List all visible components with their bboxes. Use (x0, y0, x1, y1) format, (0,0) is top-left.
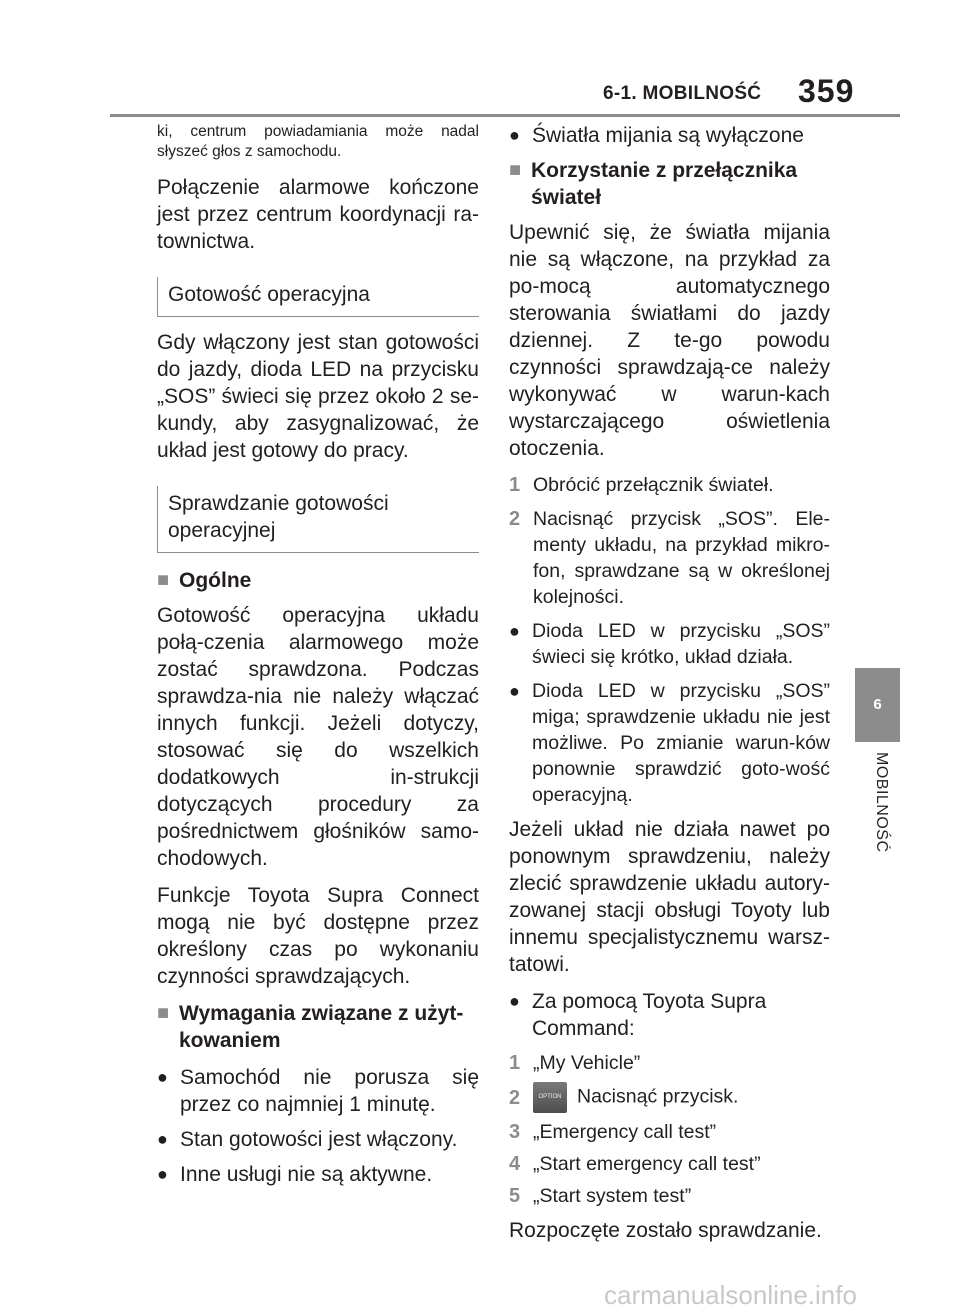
heading (509, 157, 830, 211)
paragraph: Funkcje Toyota Supra Connect mogą nie być dostępne przez określony czas po wykonaniu czynności sprawdzających. (157, 884, 479, 988)
step-text: „My Vehicle” (533, 1052, 641, 1074)
step (509, 1119, 830, 1145)
list-item-text: Dioda LED w przycisku „SOS” miga; sprawdzenie układu nie jest możliwe. Po zmianie warun-ków ponownie sprawdzić goto-wość operacyjną. (532, 680, 830, 806)
step (509, 506, 830, 610)
watermark: carmanualsonline.info (604, 1280, 857, 1310)
paragraph: Jeżeli układ nie działa nawet po ponownym sprawdzeniu, należy zlecić sprawdzenie układu autory-zowanej stacji obsługi Toyoty lub innemu specjalistycznemu warsz-tatowi. (509, 818, 830, 976)
dot-bullet-icon: ● (157, 1129, 168, 1149)
square-bullet-icon: ■ (509, 159, 522, 181)
heading-text: Wymagania związane z użyt-kowaniem (179, 1002, 464, 1052)
step-text: Obrócić przełącznik świateł. (533, 474, 774, 496)
subsection-title: Gotowość operacyjna (168, 283, 370, 306)
step-text: „Emergency call test” (533, 1121, 717, 1143)
chapter-tab[interactable]: 6 (855, 668, 900, 742)
dot-bullet-icon: ● (509, 681, 520, 701)
dot-bullet-icon: ● (509, 991, 520, 1011)
dot-bullet-icon: ● (157, 1067, 168, 1087)
square-bullet-icon: ■ (157, 1002, 170, 1024)
subsection-box (157, 486, 479, 553)
list-item (509, 988, 830, 1042)
list-item-text: Światła mijania są wyłączone (532, 124, 804, 147)
list-item (157, 1161, 479, 1188)
list-item-text: Samochód nie porusza się przez co najmniej 1 minutę. (180, 1066, 479, 1116)
step (509, 1183, 830, 1209)
list-item (157, 1064, 479, 1118)
step-number: 5 (509, 1185, 521, 1207)
paragraph: Gotowość operacyjna układu połą-czenia alarmowego może zostać sprawdzona. Podczas sprawdza-nia nie należy włączać innych funkcji. Jeżeli dotyczy, stosować się do wszelkich dodatkowych in-strukcji dotyczących procedury za pośrednictwem głośników samo-chodowych. (157, 604, 479, 870)
step-text: Nacisnąć przycisk. (577, 1085, 739, 1108)
step (509, 1151, 830, 1177)
step-number: 4 (509, 1153, 521, 1175)
subsection-box (157, 277, 479, 317)
option-button-icon: OPTION (533, 1082, 567, 1113)
heading-text: Korzystanie z przełącznika świateł (531, 159, 798, 209)
chapter-label: MOBILNOŚĆ (873, 752, 890, 853)
section-title: 6-1. MOBILNOŚĆ (603, 83, 762, 104)
dot-bullet-icon: ● (509, 621, 520, 641)
step-text: Nacisnąć przycisk „SOS”. Ele-menty układu, na przykład mikro-fon, sprawdzane są w określonej kolejności. (533, 508, 830, 608)
heading (157, 1000, 479, 1054)
dot-bullet-icon: ● (509, 125, 520, 145)
list-item (509, 678, 830, 808)
step (509, 1082, 830, 1113)
paragraph: Gdy włączony jest stan gotowości do jazdy, dioda LED na przycisku „SOS” świeci się przez około 2 se-kundy, aby zasygnalizować, że układ jest gotowy do pracy. (157, 331, 479, 462)
dot-bullet-icon: ● (157, 1164, 168, 1184)
page-number: 359 (798, 73, 855, 109)
list-item-text: Dioda LED w przycisku „SOS” świeci się krótko, układ działa. (532, 620, 830, 668)
square-bullet-icon: ■ (157, 569, 170, 591)
list-item (509, 122, 830, 149)
heading (157, 567, 479, 594)
list-item-text: Za pomocą Toyota Supra Command: (532, 990, 767, 1040)
step-number: 3 (509, 1121, 521, 1143)
paragraph: Rozpoczęte zostało sprawdzanie. (509, 1219, 822, 1242)
list-item-text: Stan gotowości jest włączony. (180, 1128, 458, 1151)
step-text: „Start system test” (533, 1185, 692, 1207)
step-number: 2 (509, 1086, 521, 1109)
heading-text: Ogólne (179, 569, 252, 592)
paragraph: Upewnić się, że światła mijania nie są włączone, na przykład za po-mocą automatycznego sterowania światłami do jazdy dziennej. Z te-go powodu czynności sprawdzają-ce należy wykonywać w warun-kach wystarczającego oświetlenia otoczenia. (509, 221, 830, 460)
paragraph: ki, centrum powiadamiania może nadal słyszeć głos z samochodu. (157, 123, 479, 160)
right-column (509, 122, 830, 1244)
header-rule (110, 114, 900, 117)
step (509, 472, 830, 498)
step (509, 1050, 830, 1076)
step-number: 1 (509, 474, 521, 496)
step-text: „Start emergency call test” (533, 1153, 761, 1175)
list-item-text: Inne usługi nie są aktywne. (180, 1163, 433, 1186)
list-item (157, 1126, 479, 1153)
subsection-title: Sprawdzanie gotowości operacyjnej (168, 492, 389, 542)
paragraph: Połączenie alarmowe kończone jest przez centrum koordynacji ra-townictwa. (157, 176, 479, 253)
left-column (157, 122, 479, 1188)
list-item (509, 618, 830, 670)
step-number: 1 (509, 1052, 521, 1074)
step-number: 2 (509, 508, 521, 530)
